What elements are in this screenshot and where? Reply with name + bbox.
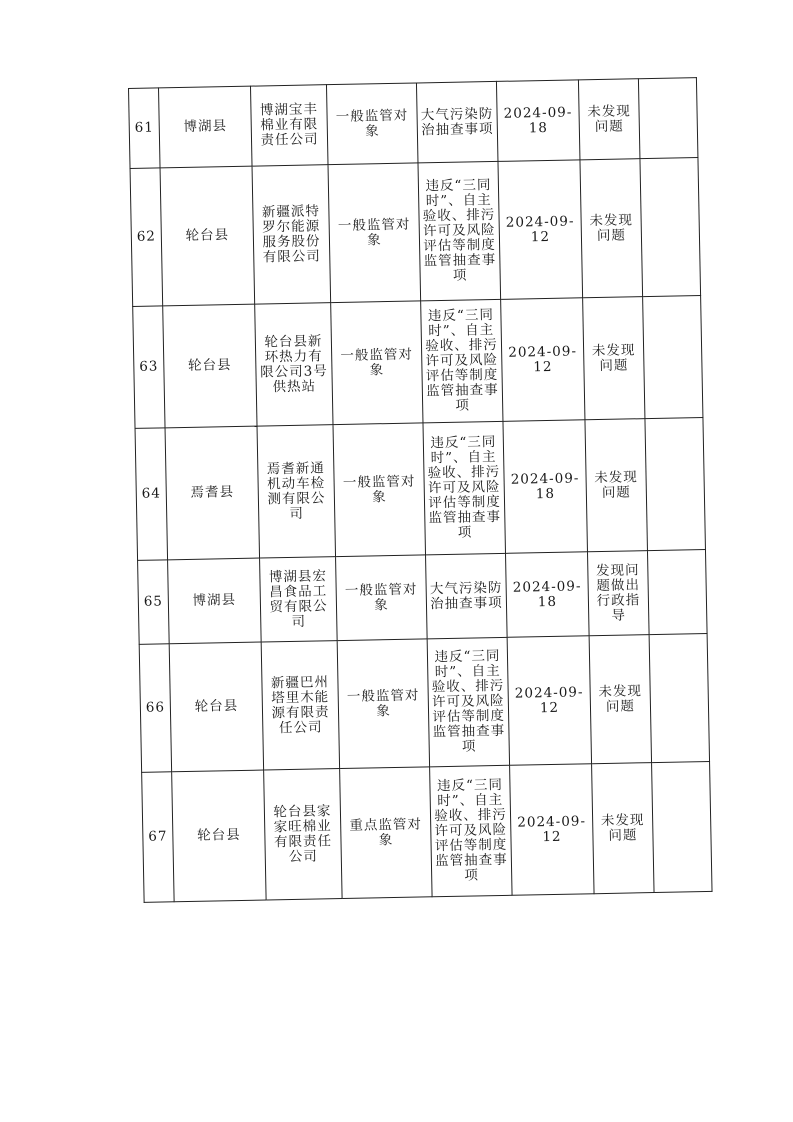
inspection-item-cell: 违反“三同时”、自主验收、排污许可及风险评估等制度监管抽查事项 [430, 765, 512, 897]
row-number: 64 [135, 428, 168, 561]
inspection-table [128, 77, 713, 903]
inspection-item-cell: 大气污染防治抽查事项 [416, 81, 498, 163]
county-cell: 博湖县 [159, 86, 253, 168]
row-number: 61 [129, 88, 161, 169]
note-cell [647, 549, 707, 634]
inspection-item-cell: 违反“三同时”、自主验收、排污许可及风险评估等制度监管抽查事项 [427, 637, 509, 767]
county-cell: 博湖县 [168, 558, 262, 644]
date-cell: 2024-09-12 [510, 764, 594, 896]
note-cell [638, 78, 698, 159]
company-cell: 新疆巴州塔里木能源有限责任公司 [261, 641, 339, 770]
row-number: 66 [139, 644, 171, 773]
company-cell: 焉耆新通机动车检测有限公司 [257, 425, 336, 558]
date-cell: 2024-09-18 [496, 80, 580, 162]
table-row [133, 296, 703, 429]
county-cell: 轮台县 [160, 166, 255, 306]
table-row [138, 549, 708, 644]
row-number: 63 [133, 306, 165, 429]
note-cell [649, 633, 709, 762]
inspection-item-cell: 违反“三同时”、自主验收、排污许可及风险评估等制度监管抽查事项 [423, 421, 506, 555]
row-number: 67 [142, 772, 174, 903]
inspection-item-cell: 违反“三同时”、自主验收、排污许可及风险评估等制度监管抽查事项 [418, 161, 501, 301]
table-row [139, 633, 709, 772]
scanned-page [128, 77, 713, 903]
supervision-type-cell: 一般监管对象 [336, 555, 428, 641]
inspection-item-cell: 违反“三同时”、自主验收、排污许可及风险评估等制度监管抽查事项 [421, 299, 503, 423]
row-number: 65 [138, 560, 170, 645]
table-row [129, 78, 698, 169]
note-cell [643, 296, 703, 419]
supervision-type-cell: 一般监管对象 [331, 301, 423, 425]
date-cell: 2024-09-18 [506, 552, 590, 638]
note-cell [640, 158, 701, 297]
inspection-item-cell: 大气污染防治抽查事项 [426, 553, 508, 639]
note-cell [645, 418, 706, 551]
table-row [130, 158, 701, 307]
date-cell: 2024-09-12 [501, 298, 585, 422]
note-cell [652, 761, 712, 892]
company-cell: 博湖县宏昌食品工贸有限公司 [260, 557, 338, 642]
result-cell: 发现问题做出行政指导 [587, 551, 649, 636]
result-cell: 未发现问题 [578, 79, 640, 160]
county-cell: 轮台县 [169, 642, 263, 772]
county-cell: 焉耆县 [165, 426, 260, 560]
result-cell: 未发现问题 [583, 297, 645, 420]
table-row [135, 418, 705, 561]
supervision-type-cell: 一般监管对象 [328, 163, 421, 303]
county-cell: 轮台县 [163, 304, 257, 428]
supervision-type-cell: 一般监管对象 [326, 83, 418, 165]
company-cell: 新疆派特罗尔能源服务股份有限公司 [252, 165, 331, 304]
supervision-type-cell: 一般监管对象 [337, 639, 429, 769]
result-cell: 未发现问题 [592, 763, 654, 894]
date-cell: 2024-09-18 [503, 420, 588, 554]
company-cell: 轮台县家家旺棉业有限责任公司 [264, 769, 342, 900]
result-cell: 未发现问题 [580, 159, 643, 298]
date-cell: 2024-09-12 [507, 636, 591, 766]
supervision-type-cell: 重点监管对象 [340, 767, 432, 899]
table-row [142, 761, 712, 902]
result-cell: 未发现问题 [585, 419, 648, 552]
county-cell: 轮台县 [172, 770, 266, 902]
row-number: 62 [130, 168, 163, 307]
company-cell: 轮台县新环热力有限公司3号供热站 [255, 303, 333, 426]
date-cell: 2024-09-12 [498, 160, 583, 300]
company-cell: 博湖宝丰棉业有限责任公司 [250, 85, 328, 166]
supervision-type-cell: 一般监管对象 [333, 423, 426, 557]
result-cell: 未发现问题 [589, 635, 651, 764]
